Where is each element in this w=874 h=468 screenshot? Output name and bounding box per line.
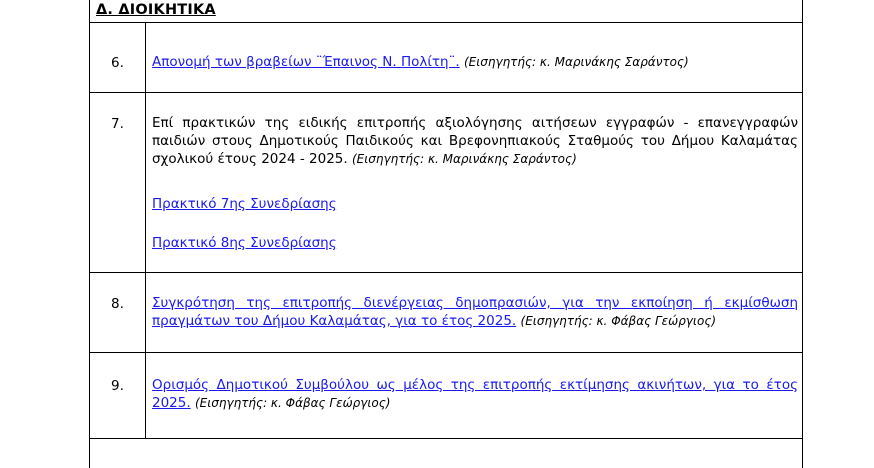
item-number: 6.: [111, 55, 124, 71]
item-6-link[interactable]: Απονομή των βραβείων ¨Έπαινος Ν. Πολίτη¨.: [152, 54, 460, 70]
item-number: 9.: [111, 378, 124, 394]
row-divider: [90, 22, 802, 23]
row-divider: [90, 438, 802, 439]
item-8-speaker: (Εισηγητής: κ. Φάβας Γεώργιος): [520, 314, 717, 328]
column-divider: [145, 22, 146, 438]
section-title: Δ. ΔΙΟΙΚΗΤΙΚΑ: [96, 2, 216, 18]
item-7-speaker: (Εισηγητής: κ. Μαρινάκης Σαράντος): [351, 152, 577, 166]
item-number: 8.: [111, 296, 124, 312]
row-divider: [90, 272, 802, 273]
item-9-speaker: (Εισηγητής: κ. Φάβας Γεώργιος): [194, 396, 391, 410]
item-8-link[interactable]: Συγκρότηση της επιτροπής διενέργειας δημοπρασιών, για την εκποίηση ή εκμίσθωση πραγμάτων του Δήμου Καλαμάτας, για το έτος 2025.: [152, 295, 798, 329]
item-number: 7.: [111, 116, 124, 132]
item-6-speaker: (Εισηγητής: κ. Μαρινάκης Σαράντος): [463, 55, 689, 69]
minutes-7th-session-link[interactable]: Πρακτικό 7ης Συνεδρίασης: [152, 196, 337, 212]
agenda-item-7: [152, 114, 798, 168]
agenda-item-8: [152, 294, 798, 330]
agenda-table: [89, 0, 803, 468]
minutes-8th-session-link[interactable]: Πρακτικό 8ης Συνεδρίασης: [152, 235, 337, 251]
row-divider: [90, 352, 802, 353]
item-9-link[interactable]: Ορισμός Δημοτικού Συμβούλου ως μέλος της επιτροπής εκτίμησης ακινήτων, για το έτος 2025.: [152, 377, 798, 411]
agenda-item-9: [152, 376, 798, 412]
row-divider: [90, 92, 802, 93]
agenda-item-6: [152, 53, 798, 71]
item-7-text: Επί πρακτικών της ειδικής επιτροπής αξιολόγησης αιτήσεων εγγραφών - επανεγγραφών παιδιών στους Δημοτικούς Παιδικούς και Βρεφονηπιακούς Σταθμούς του Δήμου Καλαμάτας σχολικού έτους 2024 - 2025.: [152, 115, 798, 167]
